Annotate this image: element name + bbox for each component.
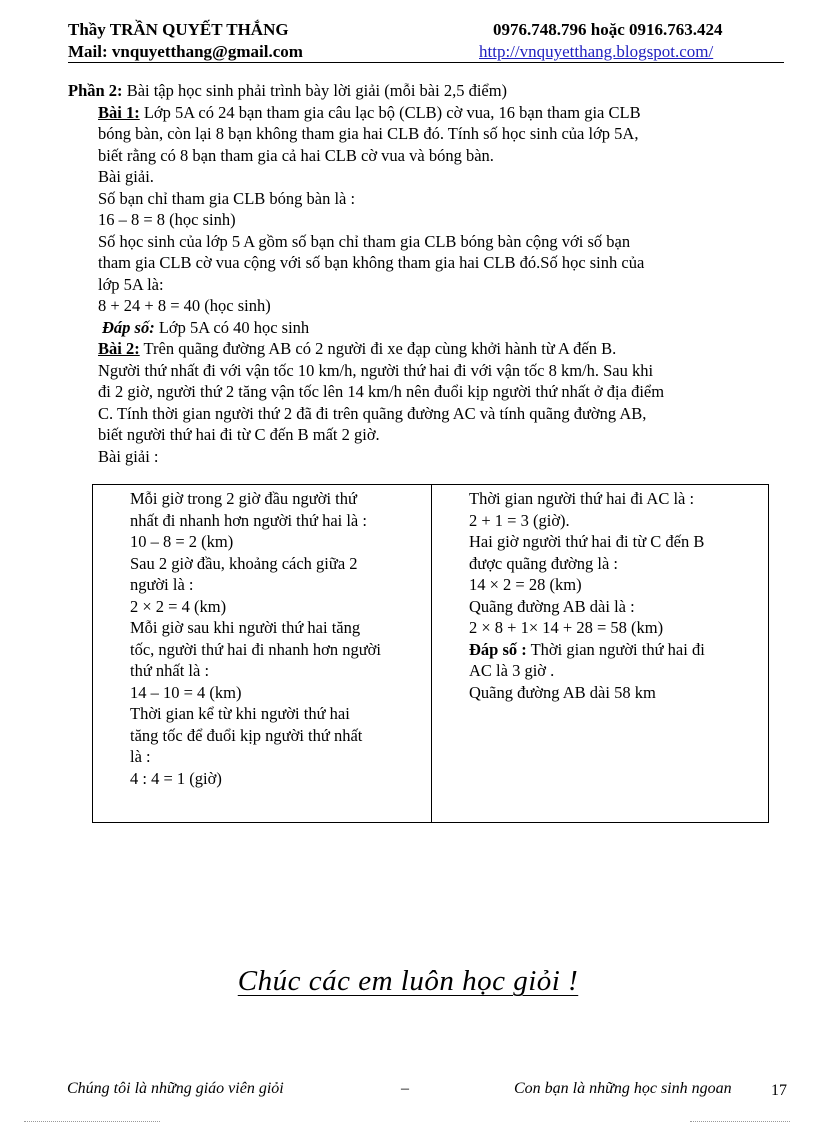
bai1-line: lớp 5A là: bbox=[98, 274, 164, 294]
bai1-label: Bài 1: bbox=[98, 102, 140, 122]
solution-line: Hai giờ người thứ hai đi từ C đến B bbox=[469, 532, 705, 551]
solution-line: Mỗi giờ trong 2 giờ đầu người thứ bbox=[130, 489, 357, 508]
solution-line: 14 – 10 = 4 (km) bbox=[130, 682, 242, 702]
footer-dash: – bbox=[401, 1080, 409, 1097]
solution-line: Thời gian người thứ hai đi AC là : bbox=[469, 489, 695, 508]
bai2-label: Bài 2: bbox=[98, 339, 140, 358]
solution-line: Quãng đường AB dài 58 km bbox=[469, 682, 656, 702]
bai1-line: 8 + 24 + 8 = 40 (học sinh) bbox=[98, 296, 271, 315]
bai1-line: Bài giải. bbox=[98, 167, 154, 186]
email-address[interactable]: vnquyetthang@gmail.com bbox=[111, 42, 303, 61]
exercise-content bbox=[68, 80, 778, 467]
blog-url[interactable]: http://vnquyetthang.blogspot.com/ bbox=[479, 42, 714, 61]
solution-line: 2 × 8 + 1× 14 + 28 = 58 (km) bbox=[469, 618, 664, 637]
solution-line: 14 × 2 = 28 (km) bbox=[469, 575, 582, 594]
solution-line: tốc, người thứ hai đi nhanh hơn người bbox=[130, 639, 381, 659]
bai1-line: bóng bàn, còn lại 8 bạn không tham gia hai CLB đó. Tính số học sinh của lớp 5A, bbox=[98, 124, 639, 143]
header-divider bbox=[68, 62, 784, 63]
solution-line: Thời gian kể từ khi người thứ hai bbox=[130, 704, 350, 723]
bai1-line: Bài 1: Lớp 5A có 24 bạn tham gia câu lạc bộ (CLB) cờ vua, 16 bạn tham gia CLB bbox=[98, 102, 641, 122]
part-heading: Phần 2: Bài tập học sinh phải trình bày lời giải (mỗi bài 2,5 điểm) bbox=[68, 81, 508, 100]
footer-divider bbox=[690, 1121, 790, 1122]
bai2-line: đi 2 giờ, người thứ 2 tăng vận tốc lên 14 km/h nên đuổi kịp người thứ nhất ở địa điểm bbox=[98, 382, 665, 401]
solution-line: Quãng đường AB dài là : bbox=[469, 596, 635, 616]
bai1-line: biết rằng có 8 bạn tham gia cả hai CLB cờ vua và bóng bàn. bbox=[98, 145, 494, 165]
bai2-line: C. Tính thời gian người thứ 2 đã đi trên quãng đường AC và tính quãng đường AB, bbox=[98, 403, 647, 423]
bai2-line: Người thứ nhất đi với vận tốc 10 km/h, người thứ hai đi với vận tốc 8 km/h. Sau khi bbox=[98, 360, 654, 380]
footer-left: Chúng tôi là những giáo viên giỏi bbox=[67, 1080, 284, 1097]
author-name: Thầy TRẦN QUYẾT THẮNG bbox=[68, 20, 289, 39]
solution-answer-label: Đáp số : bbox=[469, 639, 527, 659]
blog-link[interactable] bbox=[479, 42, 713, 62]
closing-message: Chúc các em luôn học giỏi ! bbox=[237, 965, 579, 997]
solution-left-column bbox=[93, 485, 432, 822]
solution-line: 2 + 1 = 3 (giờ). bbox=[469, 510, 570, 530]
bai1-line: Số bạn chỉ tham gia CLB bóng bàn là : bbox=[98, 188, 356, 208]
email-line bbox=[68, 42, 303, 62]
bai1-line: 16 – 8 = 8 (học sinh) bbox=[98, 210, 236, 229]
solution-line: AC là 3 giờ . bbox=[469, 661, 555, 680]
solution-line: 4 : 4 = 1 (giờ) bbox=[130, 768, 222, 788]
solution-line: Mỗi giờ sau khi người thứ hai tăng bbox=[130, 618, 361, 637]
solution-line: là : bbox=[130, 747, 151, 766]
bai1-answer-label: Đáp số: bbox=[102, 317, 155, 337]
page-number: 17 bbox=[771, 1082, 787, 1099]
footer-right: Con bạn là những học sinh ngoan bbox=[514, 1080, 732, 1097]
solution-line: tăng tốc để đuổi kịp người thứ nhất bbox=[130, 725, 363, 745]
bai1-line: Số học sinh của lớp 5 A gồm số bạn chỉ tham gia CLB bóng bàn cộng với số bạn bbox=[98, 231, 631, 251]
part-label: Phần 2: bbox=[68, 81, 123, 100]
footer-divider bbox=[24, 1121, 160, 1122]
solution-line: nhất đi nhanh hơn người thứ hai là : bbox=[130, 510, 367, 530]
solution-line: Sau 2 giờ đầu, khoảng cách giữa 2 bbox=[130, 553, 358, 573]
phone-numbers: 0976.748.796 hoặc 0916.763.424 bbox=[493, 20, 723, 39]
solution-answer: Đáp số : Thời gian người thứ hai đi bbox=[469, 639, 705, 659]
solution-right-column bbox=[432, 485, 768, 822]
solution-table bbox=[92, 484, 769, 823]
bai1-line: tham gia CLB cờ vua cộng với số bạn không tham gia hai CLB đó.Số học sinh của bbox=[98, 253, 645, 272]
mail-label: Mail: bbox=[68, 42, 108, 61]
bai1-answer: Đáp số: Lớp 5A có 40 học sinh bbox=[102, 317, 310, 337]
solution-line: 2 × 2 = 4 (km) bbox=[130, 596, 227, 616]
solution-line: người là : bbox=[130, 575, 194, 594]
bai2-line: biết người thứ hai đi từ C đến B mất 2 giờ. bbox=[98, 425, 380, 444]
bai2-line: Bài giải : bbox=[98, 446, 159, 466]
bai2-line: Bài 2: Trên quãng đường AB có 2 người đi xe đạp cùng khởi hành từ A đến B. bbox=[98, 339, 617, 358]
solution-line: thứ nhất là : bbox=[130, 661, 210, 680]
solution-line: 10 – 8 = 2 (km) bbox=[130, 532, 234, 551]
solution-line: được quãng đường là : bbox=[469, 553, 618, 573]
